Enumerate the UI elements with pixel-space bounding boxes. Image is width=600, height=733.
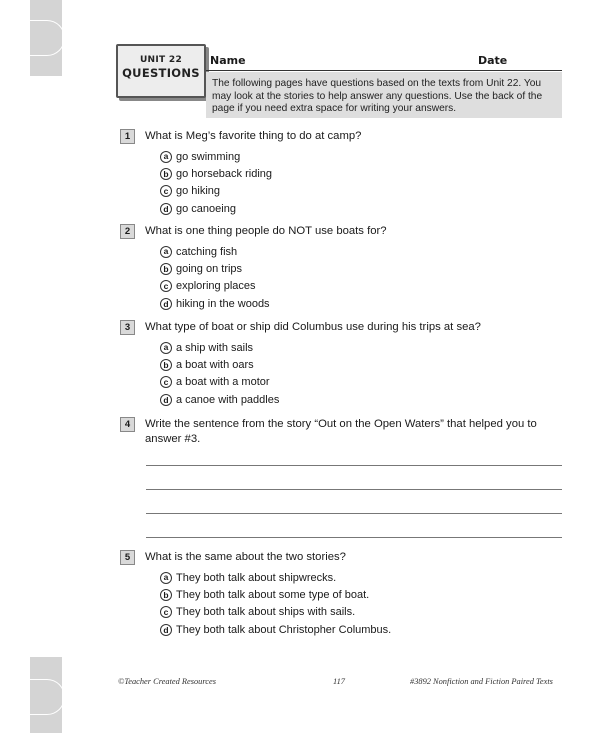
option-text: going on trips — [176, 263, 243, 276]
option-letter-circle: b — [160, 589, 172, 601]
tab-notch — [24, 679, 65, 715]
option-letter-circle: d — [160, 624, 172, 636]
option-letter-circle: a — [160, 151, 172, 163]
answer-option[interactable] — [160, 295, 270, 312]
option-letter-circle: c — [160, 376, 172, 388]
question-number: 1 — [120, 129, 135, 144]
option-letter-circle: b — [160, 263, 172, 275]
unit-label: UNIT 22 — [139, 55, 183, 65]
option-text: go canoeing — [176, 202, 236, 215]
option-text: catching fish — [176, 245, 238, 258]
date-label: Date — [478, 54, 508, 67]
option-letter-circle: b — [160, 168, 172, 180]
question-text: What is Meg’s favorite thing to do at camp? — [145, 130, 362, 142]
answer-option[interactable] — [160, 621, 391, 638]
name-label: Name — [210, 54, 246, 67]
answer-option[interactable] — [160, 183, 272, 200]
answer-option[interactable] — [160, 604, 391, 621]
option-text: go hiking — [176, 185, 221, 198]
option-letter-circle: c — [160, 185, 172, 197]
answer-writing-line[interactable] — [146, 489, 562, 490]
page-edge-tab-top — [30, 0, 62, 76]
question-number: 5 — [120, 550, 135, 565]
option-text: a ship with sails — [176, 341, 254, 354]
footer-copyright: ©Teacher Created Resources — [118, 677, 217, 686]
option-letter-circle: d — [160, 394, 172, 406]
answer-option[interactable] — [160, 260, 270, 277]
option-text: go horseback riding — [176, 168, 273, 181]
option-text: a boat with a motor — [176, 376, 270, 389]
question-number: 3 — [120, 320, 135, 335]
answer-options — [160, 243, 270, 313]
option-letter-circle: c — [160, 606, 172, 618]
option-letter-circle: b — [160, 359, 172, 371]
option-text: a boat with oars — [176, 359, 254, 372]
answer-option[interactable] — [160, 356, 279, 373]
option-text: They both talk about Christopher Columbus. — [176, 623, 392, 636]
answer-writing-line[interactable] — [146, 537, 562, 538]
option-text: They both talk about ships with sails. — [176, 606, 356, 619]
option-text: hiking in the woods — [176, 297, 270, 310]
footer-page-number: 117 — [333, 677, 345, 686]
answer-option[interactable] — [160, 148, 272, 165]
tab-notch — [24, 20, 65, 56]
option-text: a canoe with paddles — [176, 393, 280, 406]
option-letter-circle: a — [160, 246, 172, 258]
answer-option[interactable] — [160, 165, 272, 182]
option-text: They both talk about shipwrecks. — [176, 571, 337, 584]
option-letter-circle: c — [160, 280, 172, 292]
page-edge-tab-bottom — [30, 657, 62, 733]
option-text: They both talk about some type of boat. — [176, 589, 370, 602]
question-text: What type of boat or ship did Columbus use during his trips at sea? — [145, 321, 481, 333]
answer-writing-line[interactable] — [146, 465, 562, 466]
option-letter-circle: a — [160, 572, 172, 584]
answer-options — [160, 339, 279, 409]
answer-option[interactable] — [160, 391, 279, 408]
question-text: What is one thing people do NOT use boats for? — [145, 225, 387, 237]
answer-option[interactable] — [160, 243, 270, 260]
question-text: Write the sentence from the story “Out on the Open Waters” that helped you to answer #3. — [145, 418, 537, 445]
option-letter-circle: d — [160, 298, 172, 310]
option-letter-circle: a — [160, 342, 172, 354]
answer-option[interactable] — [160, 586, 391, 603]
footer-book-title: #3892 Nonfiction and Fiction Paired Texts — [410, 677, 553, 686]
answer-option[interactable] — [160, 339, 279, 356]
option-text: exploring places — [176, 280, 256, 293]
question-number: 2 — [120, 224, 135, 239]
unit-badge — [116, 44, 206, 98]
answer-writing-line[interactable] — [146, 513, 562, 514]
answer-option[interactable] — [160, 278, 270, 295]
answer-option[interactable] — [160, 374, 279, 391]
question-text: What is the same about the two stories? — [145, 551, 346, 563]
name-date-line — [206, 52, 562, 71]
answer-option[interactable] — [160, 569, 391, 586]
answer-options — [160, 148, 272, 218]
option-letter-circle: d — [160, 203, 172, 215]
answer-options — [160, 569, 391, 639]
instructions-box: The following pages have questions based on the texts from Unit 22. You may look at the stories to help answer any questions. Use the back of the page if you need extra space for writing your answers. — [206, 72, 562, 118]
section-label: QUESTIONS — [122, 66, 200, 80]
question-number: 4 — [120, 417, 135, 432]
option-text: go swimming — [176, 150, 241, 163]
answer-option[interactable] — [160, 200, 272, 217]
